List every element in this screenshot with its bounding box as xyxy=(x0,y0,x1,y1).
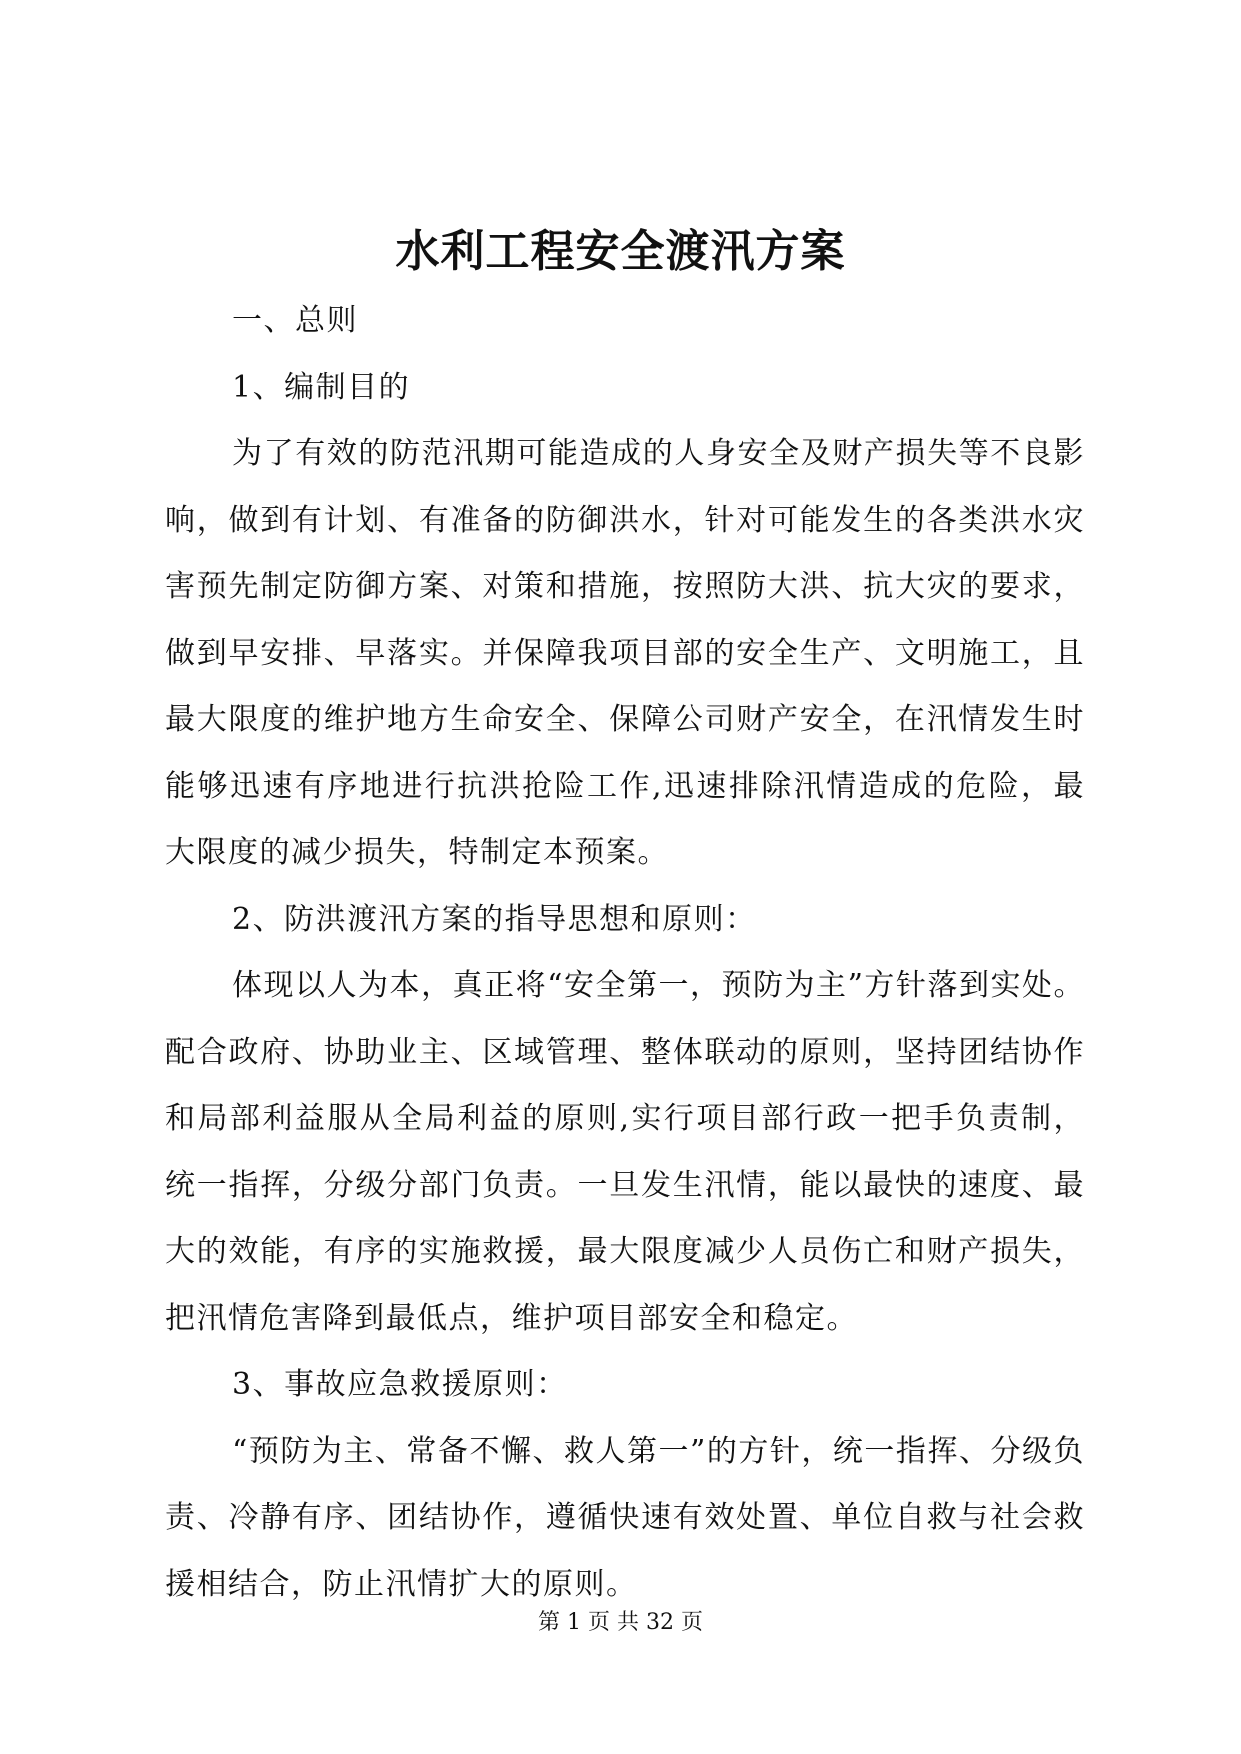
paragraph-guiding-principles: 体现以人为本，真正将“安全第一，预防为主”方针落到实处。配合政府、协助业主、区域管理、整体联动的原则，坚持团结协作和局部利益服从全局利益的原则,实行项目部行政一把手负责制，统一指挥，分级分部门负责。一旦发生汛情，能以最快的速度、最大的效能，有序的实施救援，最大限度减少人员伤亡和财产损失，把汛情危害降到最低点，维护项目部安全和稳定。 xyxy=(165,968,1085,1336)
subheading-emergency-rescue: 3、事故应急救援原则： xyxy=(232,1367,568,1402)
subheading-guiding-principles: 2、防洪渡汛方案的指导思想和原则： xyxy=(232,901,757,937)
paragraph-purpose: 为了有效的防范汛期可能造成的人身安全及财产损失等不良影响，做到有计划、有准备的防御洪水，针对可能发生的各类洪水灾害预先制定防御方案、对策和措施，按照防大洪、抗大灾的要求，做到早安排、早落实。并保障我项目部的安全生产、文明施工，且最大限度的维护地方生命安全、保障公司财产安全，在汛情发生时能够迅速有序地进行抗洪抢险工作,迅速排除汛情造成的危险，最大限度的减少损失，特制定本预案。 xyxy=(165,436,1085,870)
document-body xyxy=(165,288,1085,1618)
paragraph-emergency-rescue: “预防为主、常备不懈、救人第一”的方针，统一指挥、分级负责、冷静有序、团结协作，遵循快速有效处置、单位自救与社会救援相结合，防止汛情扩大的原则。 xyxy=(165,1433,1085,1602)
document-title: 水利工程安全渡汛方案 xyxy=(395,226,846,277)
subheading-purpose: 1、编制目的 xyxy=(232,369,411,405)
page-footer: 第 1 页 共 32 页 xyxy=(538,1610,703,1635)
section-heading-general: 一、总则 xyxy=(232,303,358,338)
